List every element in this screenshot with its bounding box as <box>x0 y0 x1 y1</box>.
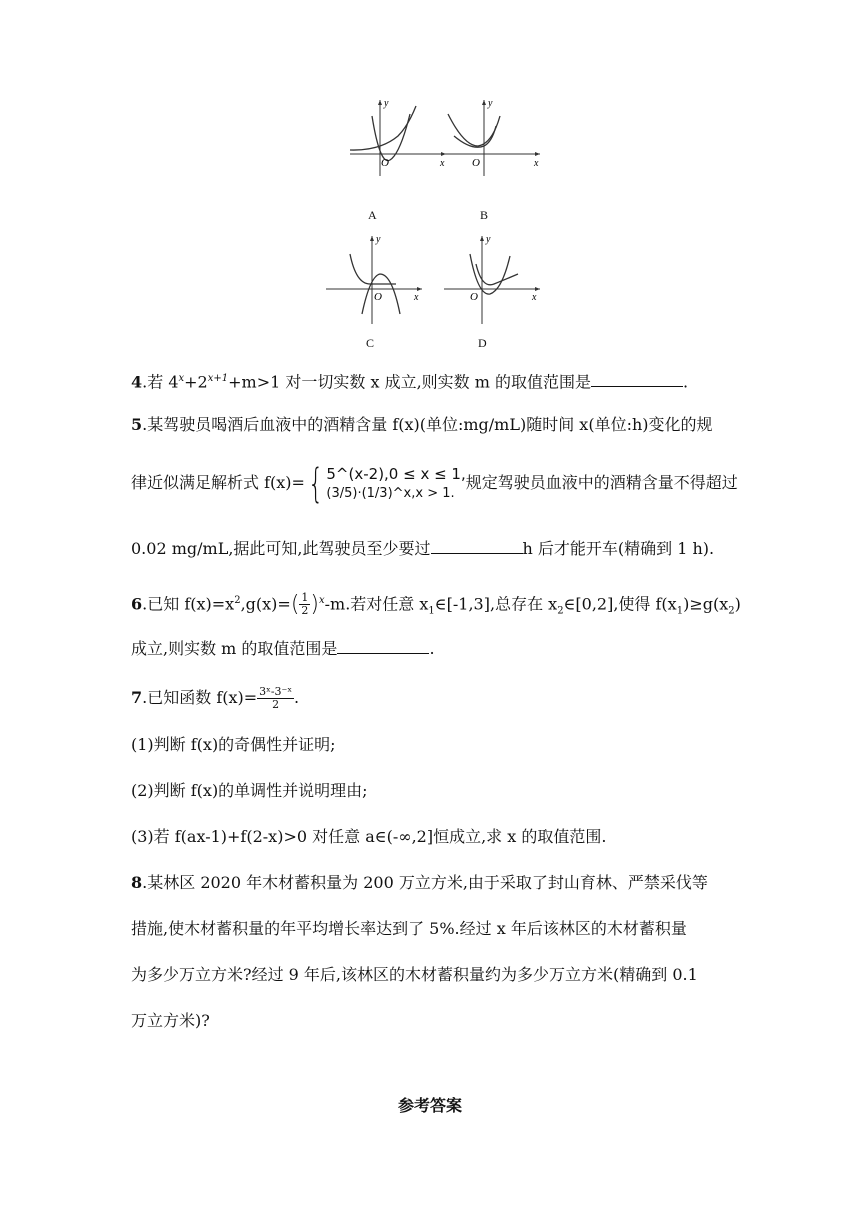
svg-text:O: O <box>472 157 480 169</box>
one-half-fraction: $\frac{1}{2}$ <box>301 591 309 618</box>
question-7-part-2: (2)判断 f(x)的单调性并说明理由; <box>131 781 368 800</box>
question-7-part-1: (1)判断 f(x)的奇偶性并证明; <box>131 735 336 754</box>
function-fraction: $\frac{\text{3ˣ-3⁻ˣ}}{2}$ <box>259 685 293 711</box>
svg-text:y: y <box>488 98 493 109</box>
question-4: 4.若 $4^x+2^{x+1}+m>1$ 对一切实数 x 成立,则实数 m 的取值范围是 . <box>131 372 689 392</box>
question-number: 8 <box>131 873 143 892</box>
question-5-line-2: 律近似满足解析式 f(x)={ 5^(x-2),0 ≤ x ≤ 1, (3/5)·(1/3)^x,x > 1. 规定驾驶员血液中的酒精含量不得超过 <box>131 460 738 507</box>
question-8-line-3: 为多少万立方米?经过 9 年后,该林区的木材蓄积量约为多少万立方米(精确到 0.1 <box>131 965 698 984</box>
origin-label: O <box>381 157 389 169</box>
graph-a <box>350 96 450 176</box>
question-5-line-3: 0.02 mg/mL,据此可知,此驾驶员至少要过 h 后才能开车(精确到 1 h). <box>131 539 715 558</box>
svg-text:y: y <box>486 234 491 245</box>
answers-heading: 参考答案 <box>397 1096 462 1115</box>
svg-text:y: y <box>384 98 389 109</box>
piecewise-brace: { <box>308 460 324 507</box>
question-8-line-1: 8.某林区 2020 年木材蓄积量为 200 万立方米,由于采取了封山育林、严禁采伐等 <box>131 873 708 892</box>
graph-d <box>444 234 544 324</box>
question-number: 6 <box>131 594 143 614</box>
svg-text:x: x <box>414 292 419 303</box>
label-c: C <box>366 336 375 350</box>
question-number: 7 <box>131 688 143 707</box>
graph-c <box>326 234 426 324</box>
question-5-line-1: 5.某驾驶员喝酒后血液中的酒精含量 f(x)(单位:mg/mL)随时间 x(单位:h)变化的规 <box>131 415 713 434</box>
question-6-line-1: 6.已知 $f(x)=x^2,g(x)=$( $\frac{1}{2}$ )$^x$-m.若对任意 $x_1\in[-1,3]$,总存在 $x_2\in[0,2]$,使得 $f(x_1)\ge g(x_2)$ <box>131 591 741 618</box>
svg-text:x: x <box>440 158 445 169</box>
question-8-line-2: 措施,使木材蓄积量的年平均增长率达到了 5%.经过 x 年后该林区的木材蓄积量 <box>131 919 687 938</box>
label-d: D <box>478 336 487 350</box>
option-graphs-figure <box>320 96 540 356</box>
question-7-part-3: (3)若 f(ax-1)+f(2-x)>0 对任意 a∈(-∞,2]恒成立,求 x 的取值范围. <box>131 827 607 846</box>
question-8-line-4: 万立方米)? <box>131 1011 210 1030</box>
answer-blank <box>337 639 429 654</box>
svg-text:O: O <box>470 291 478 303</box>
label-a: A <box>368 208 377 222</box>
piecewise-cases: 5^(x-2),0 ≤ x ≤ 1, (3/5)·(1/3)^x,x > 1. <box>326 464 466 501</box>
svg-text:x: x <box>532 292 537 303</box>
label-b: B <box>480 208 489 222</box>
question-6-line-2: 成立,则实数 m 的取值范围是 . <box>131 639 435 658</box>
svg-text:x: x <box>534 158 539 169</box>
svg-text:O: O <box>374 291 382 303</box>
svg-text:y: y <box>376 234 381 245</box>
answer-blank <box>591 372 683 387</box>
graph-b <box>444 96 544 176</box>
answer-blank <box>431 539 523 554</box>
question-7-stem: 7.已知函数 f(x)= $\frac{\text{3ˣ-3⁻ˣ}}{2}$ . <box>131 685 300 711</box>
question-number: 4 <box>131 372 143 392</box>
question-number: 5 <box>131 415 143 434</box>
